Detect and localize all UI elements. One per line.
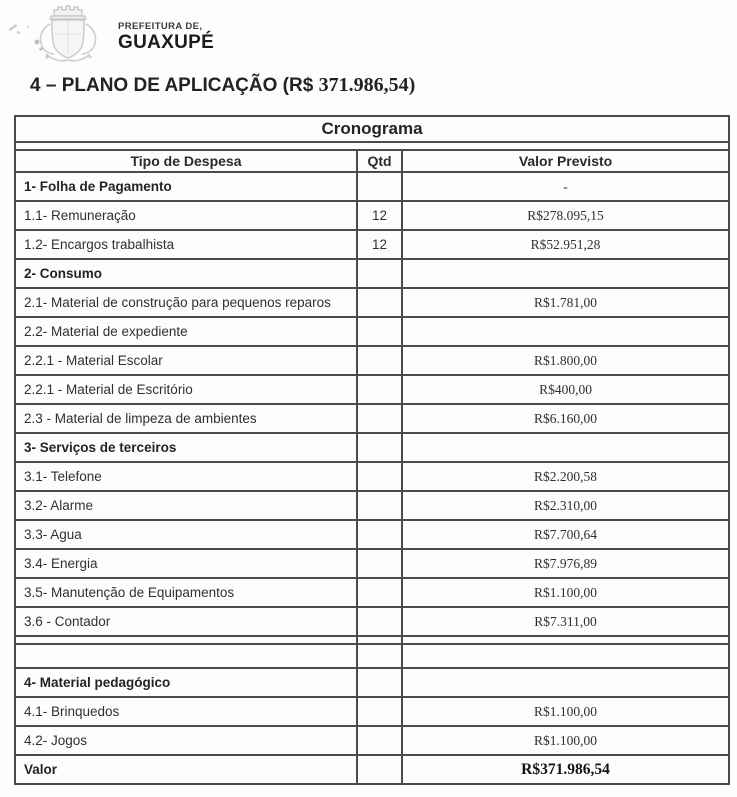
cell-valor: R$2.200,58	[402, 462, 729, 491]
table-row	[15, 288, 729, 317]
cell-valor	[402, 317, 729, 346]
org-name-label: GUAXUPÉ	[118, 31, 215, 53]
cell-tipo: 2.2.1 - Material Escolar	[15, 346, 357, 375]
table-row	[15, 520, 729, 549]
cell-tipo: 3.4- Energia	[15, 549, 357, 578]
table-row	[15, 433, 729, 462]
table-row	[15, 726, 729, 755]
cell-qtd	[357, 375, 402, 404]
cell-empty	[357, 636, 402, 644]
org-text-block	[118, 22, 214, 52]
column-header-valor: Valor Previsto	[402, 150, 729, 172]
cell-empty	[15, 636, 357, 644]
coat-of-arms-icon	[24, 2, 112, 64]
column-header-tipo: Tipo de Despesa	[15, 150, 357, 172]
cell-tipo: 2.3 - Material de limpeza de ambientes	[15, 404, 357, 433]
cell-qtd	[357, 346, 402, 375]
cell-valor: R$7.976,89	[402, 549, 729, 578]
cell-tipo: 2.2- Material de expediente	[15, 317, 357, 346]
cell-valor: R$1.781,00	[402, 288, 729, 317]
cell-qtd	[357, 549, 402, 578]
cell-tipo: 4- Material pedagógico	[15, 668, 357, 697]
cell-qtd	[357, 520, 402, 549]
cell-valor: R$1.100,00	[402, 697, 729, 726]
cell-empty	[15, 142, 729, 150]
cell-qtd	[357, 317, 402, 346]
table-caption-row	[15, 116, 729, 142]
page-title-amount: 371.986,54)	[318, 74, 416, 96]
cell-tipo: 3.6 - Contador	[15, 607, 357, 636]
cell-valor: R$400,00	[402, 375, 729, 404]
cronograma-table	[14, 115, 730, 785]
cell-qtd	[357, 668, 402, 697]
table-row	[15, 259, 729, 288]
cell-tipo: 2- Consumo	[15, 259, 357, 288]
cell-qtd	[357, 491, 402, 520]
cell-valor: R$1.800,00	[402, 346, 729, 375]
table-row	[15, 404, 729, 433]
cell-qtd	[357, 172, 402, 201]
cell-qtd	[357, 607, 402, 636]
cell-qtd: 12	[357, 230, 402, 259]
table-row	[15, 172, 729, 201]
table-row	[15, 636, 729, 644]
spacer-row	[15, 142, 729, 150]
table-row	[15, 607, 729, 636]
cell-valor: R$6.160,00	[402, 404, 729, 433]
cell-qtd	[357, 697, 402, 726]
table-row	[15, 755, 729, 784]
cell-qtd	[357, 462, 402, 491]
table-row	[15, 668, 729, 697]
cell-empty	[15, 644, 357, 668]
cell-qtd	[357, 404, 402, 433]
table-row	[15, 462, 729, 491]
cell-tipo: 3.3- Agua	[15, 520, 357, 549]
cell-qtd	[357, 288, 402, 317]
cell-valor	[402, 668, 729, 697]
cell-tipo: 2.1- Material de construção para pequenos reparos	[15, 288, 357, 317]
cell-tipo: 1.2- Encargos trabalhista	[15, 230, 357, 259]
table-caption: Cronograma	[15, 116, 729, 142]
cell-empty	[402, 644, 729, 668]
cell-qtd	[357, 726, 402, 755]
org-prefix-label: PREFEITURA DE,	[118, 21, 203, 32]
cell-tipo: 3.5- Manutenção de Equipamentos	[15, 578, 357, 607]
table-row	[15, 491, 729, 520]
cell-qtd	[357, 433, 402, 462]
table-row	[15, 375, 729, 404]
cell-tipo: 4.1- Brinquedos	[15, 697, 357, 726]
letterhead	[24, 2, 214, 66]
cell-valor: R$2.310,00	[402, 491, 729, 520]
cell-valor: -	[402, 172, 729, 201]
cell-empty	[402, 636, 729, 644]
page-title-prefix: 4 – PLANO DE APLICAÇÃO (R$	[30, 75, 319, 96]
cell-tipo: 4.2- Jogos	[15, 726, 357, 755]
table-row	[15, 201, 729, 230]
table-row	[15, 317, 729, 346]
table-row	[15, 697, 729, 726]
cell-tipo: 2.2.1 - Material de Escritório	[15, 375, 357, 404]
page-title	[30, 74, 415, 97]
column-header-row	[15, 150, 729, 172]
cell-qtd	[357, 755, 402, 784]
scan-artifact	[17, 31, 20, 34]
cell-valor: R$7.700,64	[402, 520, 729, 549]
table-row	[15, 644, 729, 668]
cell-valor: R$52.951,28	[402, 230, 729, 259]
cell-qtd	[357, 259, 402, 288]
cell-tipo: 3.2- Alarme	[15, 491, 357, 520]
cell-qtd: 12	[357, 201, 402, 230]
cell-tipo: Valor	[15, 755, 357, 784]
table-row	[15, 578, 729, 607]
cell-empty	[357, 644, 402, 668]
cell-qtd	[357, 578, 402, 607]
column-header-qtd: Qtd	[357, 150, 402, 172]
cell-valor	[402, 433, 729, 462]
cell-valor: R$1.100,00	[402, 726, 729, 755]
table-row	[15, 549, 729, 578]
cell-tipo: 1.1- Remuneração	[15, 201, 357, 230]
cell-tipo: 1- Folha de Pagamento	[15, 172, 357, 201]
table-row	[15, 230, 729, 259]
cell-tipo: 3- Serviços de terceiros	[15, 433, 357, 462]
cell-valor	[402, 259, 729, 288]
cell-tipo: 3.1- Telefone	[15, 462, 357, 491]
cell-valor: R$278.095,15	[402, 201, 729, 230]
cell-valor: R$1.100,00	[402, 578, 729, 607]
cell-valor: R$7.311,00	[402, 607, 729, 636]
cell-valor: R$371.986,54	[402, 755, 729, 784]
scan-artifact	[6, 20, 17, 31]
table-body	[15, 116, 729, 784]
table-row	[15, 346, 729, 375]
